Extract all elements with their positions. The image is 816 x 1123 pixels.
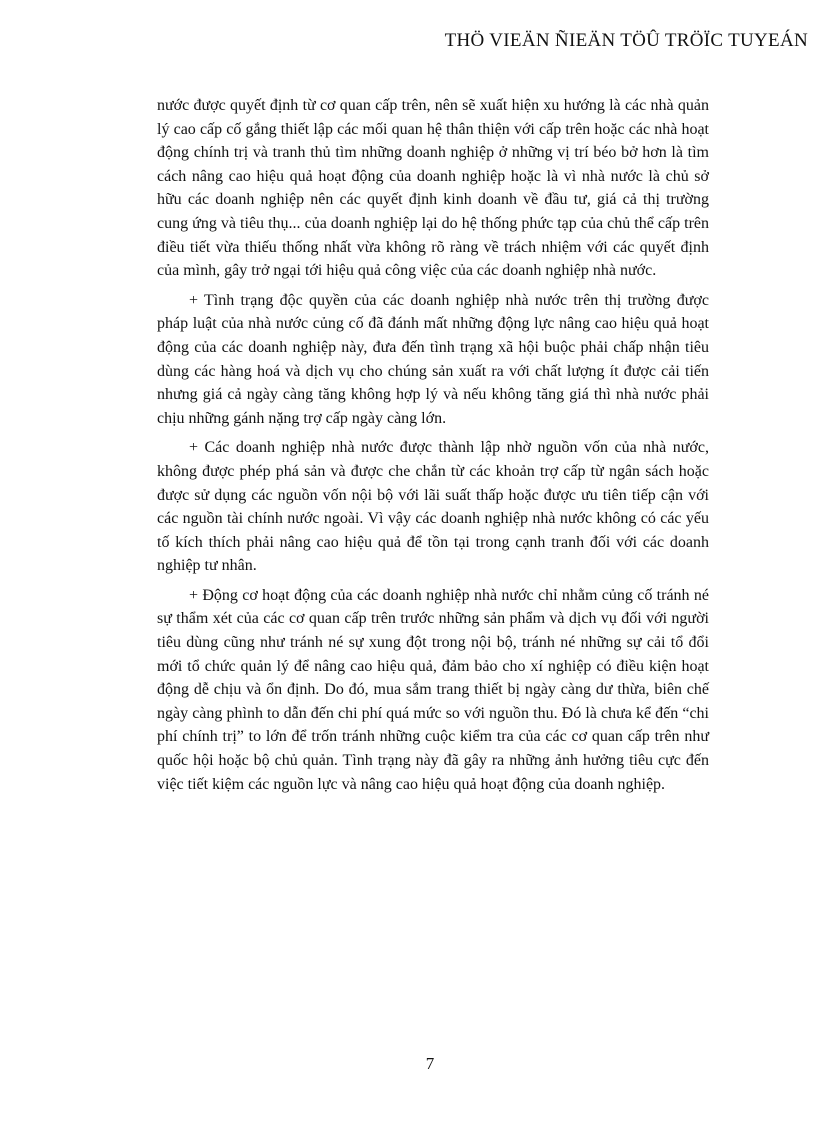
paragraph-motivation: + Động cơ hoạt động của các doanh nghiệp nhà nước chỉ nhằm củng cố tránh né sự thẩm xét của các cơ quan cấp trên trước những sản phẩm và dịch vụ đối với người tiêu dùng cũng như tránh né sự xung đột trong nội bộ, tránh né những sự cải tổ đổi mới tổ chức quản lý để nâng cao hiệu quả, đảm bảo cho xí nghiệp có điều kiện hoạt động dễ chịu và ổn định. Do đó, mua sắm trang thiết bị ngày càng dư thừa, biên chế ngày càng phình to dẫn đến chi phí quá mức so với nguồn thu. Đó là chưa kể đến “chi phí chính trị” to lớn để trốn tránh những cuộc kiểm tra của các cơ quan cấp trên như quốc hội hoặc bộ chủ quản. Tình trạng này đã gây ra những ảnh hưởng tiêu cực đến việc tiết kiệm các nguồn lực và nâng cao hiệu quả hoạt động của doanh nghiệp. bbox=[157, 586, 709, 793]
paragraph-monopoly: + Tình trạng độc quyền của các doanh nghiệp nhà nước trên thị trường được pháp luật của nhà nước củng cố đã đánh mất những động lực nâng cao hiệu quả hoạt động của các doanh nghiệp này, đưa đến tình trạng xã hội buộc phải chấp nhận tiêu dùng các hàng hoá và dịch vụ cho chúng sản xuất ra với chất lượng ít được cải tiến nhưng giá cả ngày càng tăng không hợp lý và nếu không tăng giá thì nhà nước phải chịu những gánh nặng trợ cấp ngày càng lớn. bbox=[157, 291, 709, 427]
paragraph-continuation: nước được quyết định từ cơ quan cấp trên, nên sẽ xuất hiện xu hướng là các nhà quản lý cao cấp cố gắng thiết lập các mối quan hệ thân thiện với cấp trên hoặc các nhà hoạt động chính trị và tranh thủ tìm những doanh nghiệp ở những vị trí béo bở hơn là tìm cách nâng cao hiệu quả hoạt động của doanh nghiệp hoặc là vì nhà nước là chủ sở hữu các doanh nghiệp nên các quyết định kinh doanh về đầu tư, giá cả thị trường cung ứng và tiêu thụ... của doanh nghiệp lại do hệ thống phức tạp của chủ thể cấp trên điều tiết vừa thiếu thống nhất vừa không rõ ràng về trách nhiệm với các quyết định của mình, gây trở ngại tới hiệu quả công việc của các doanh nghiệp nhà nước. bbox=[157, 97, 709, 280]
page-number: 7 bbox=[425, 1054, 435, 1073]
paragraph-state-funding: + Các doanh nghiệp nhà nước được thành lập nhờ nguồn vốn của nhà nước, không được phép phá sản và được che chắn từ các khoản trợ cấp từ ngân sách hoặc được sử dụng các nguồn vốn nội bộ với lãi suất thấp hoặc được ưu tiên tiếp cận với các nguồn tài chính nước ngoài. Vì vậy các doanh nghiệp nhà nước không có các yếu tố kích thích phải nâng cao hiệu quả để tồn tại trong cạnh tranh đối với các doanh nghiệp tư nhân. bbox=[157, 439, 709, 575]
running-header: THÖ VIEÄN ÑIEÄN TÖÛ TRÖÏC TUYEÁN bbox=[444, 30, 808, 51]
document-body bbox=[157, 94, 709, 802]
